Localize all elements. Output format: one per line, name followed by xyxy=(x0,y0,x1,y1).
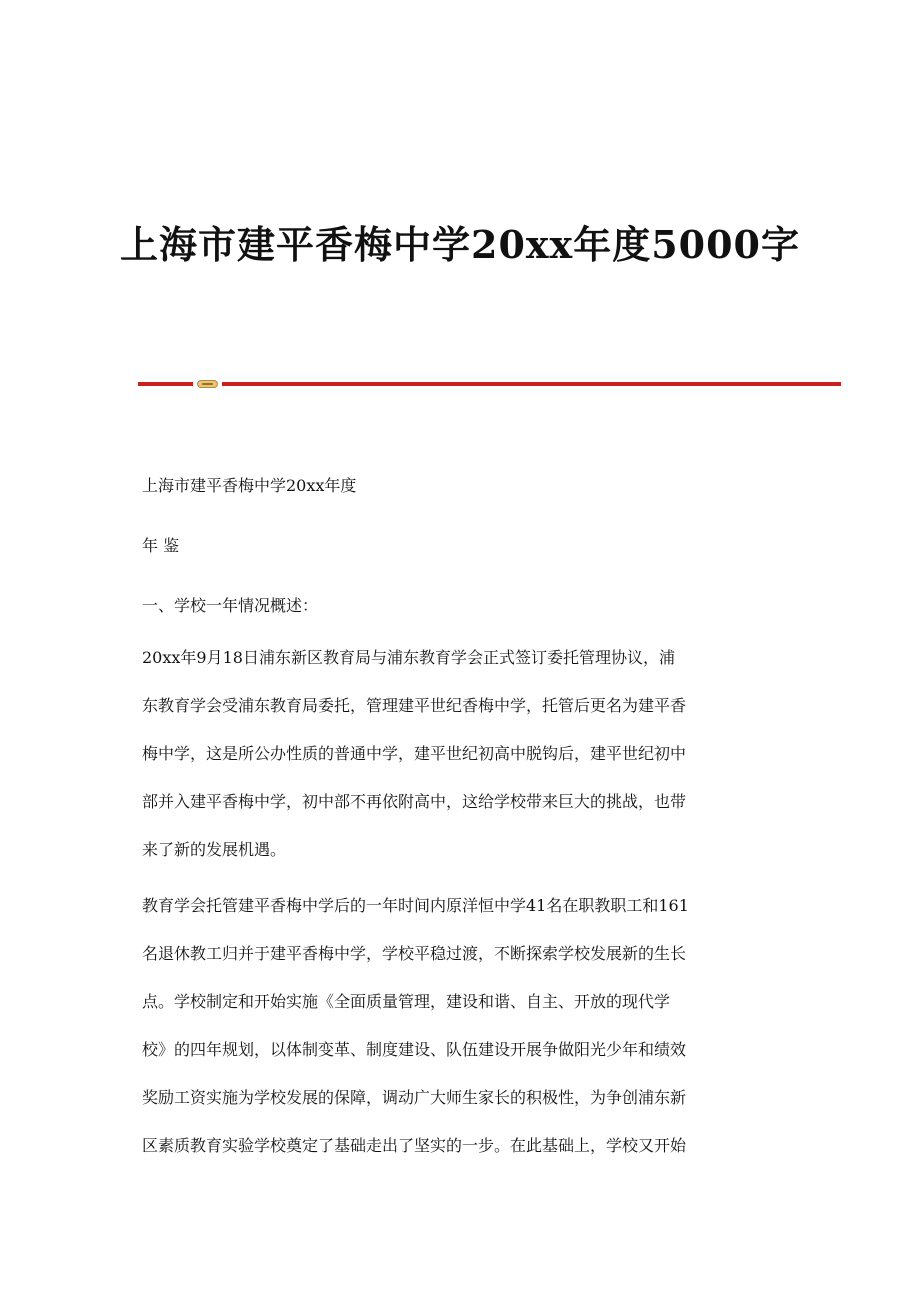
document-body xyxy=(142,470,782,1178)
title-divider xyxy=(138,379,841,389)
paragraph-line: 名退休教工归并于建平香梅中学，学校平稳过渡，不断探索学校发展新的生长 xyxy=(142,944,687,963)
paragraph-1 xyxy=(142,642,782,882)
paragraph-2 xyxy=(142,890,782,1178)
paragraph-line: 教育学会托管建平香梅中学后的一年时间内原洋恒中学41名在职教职工和161 xyxy=(142,896,689,915)
paragraph-line: 东教育学会受浦东教育局委托，管理建平世纪香梅中学，托管后更名为建平香 xyxy=(142,696,687,715)
paragraph-line: 梅中学，这是所公办性质的普通中学，建平世纪初高中脱钩后，建平世纪初中 xyxy=(142,744,687,763)
paragraph-line: 点。学校制定和开始实施《全面质量管理，建设和谐、自主、开放的现代学 xyxy=(142,992,671,1011)
divider-bar-left xyxy=(138,382,193,386)
paragraph-line: 奖励工资实施为学校发展的保障，调动广大师生家长的积极性，为争创浦东新 xyxy=(142,1088,687,1107)
divider-ornament-icon xyxy=(197,380,218,388)
divider-bar-right xyxy=(222,382,841,386)
section-heading: 一、学校一年情况概述： xyxy=(142,596,319,615)
paragraph-line: 部并入建平香梅中学，初中部不再依附高中，这给学校带来巨大的挑战，也带 xyxy=(142,792,687,811)
heading-line-2: 年 鉴 xyxy=(142,536,180,555)
paragraph-line: 来了新的发展机遇。 xyxy=(142,840,287,859)
paragraph-line: 校》的四年规划，以体制变革、制度建设、队伍建设开展争做阳光少年和绩效 xyxy=(142,1040,687,1059)
heading-line-1: 上海市建平香梅中学20xx年度 xyxy=(142,476,357,495)
paragraph-line: 20xx年9月18日浦东新区教育局与浦东教育学会正式签订委托管理协议，浦 xyxy=(142,648,675,667)
paragraph-line: 区素质教育实验学校奠定了基础走出了坚实的一步。在此基础上，学校又开始 xyxy=(142,1136,687,1155)
document-title: 上海市建平香梅中学20xx年度5000字 xyxy=(120,222,800,267)
